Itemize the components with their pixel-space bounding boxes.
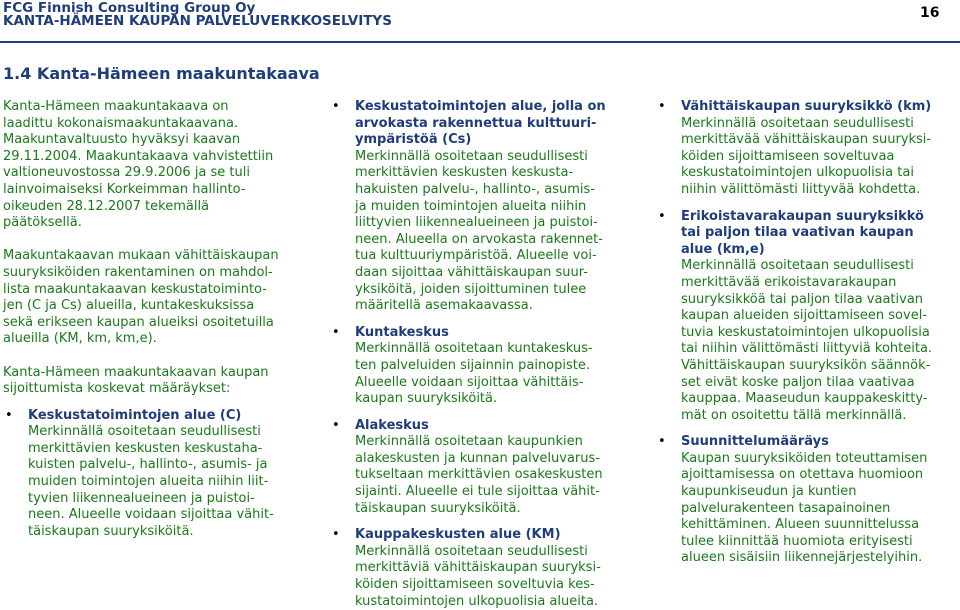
- bullet-icon: •: [332, 324, 340, 340]
- item-heading: Erikoistavarakaupan suuryksikkö tai paljon tilaa vaativan kaupan alue (km,e): [681, 208, 924, 257]
- regulation-paragraph: Maakuntakaavan mukaan vähittäiskaupan suuryksiköiden rakentaminen on mahdol- lista maakuntakaavan keskustatoiminto- jen (C ja Cs) alueilla, kuntakeskuksissa sekä erikseen kaupan alueiksi osoitetuilla alueilla (KM, km, km,e).: [3, 248, 279, 347]
- item-heading: Suunnittelumääräys: [681, 434, 829, 450]
- list-item: [330, 527, 630, 610]
- section-title: 1.4 Kanta-Hämeen maakuntakaava: [3, 64, 320, 83]
- list-item: [656, 434, 956, 567]
- item-description: Merkinnällä osoitetaan seudullisesti merkittävien keskusten keskustaha- kuisten palvelu-, hallinto-, asumis- ja muiden toimintojen alueita niihin liit- tyvien liikennealueineen ja puistoi- neen. Alueelle voidaan sijoittaa vähit- täiskaupan suuryksiköitä.: [28, 424, 274, 539]
- item-description: Merkinnällä osoitetaan seudullisesti merkittävää erikoistavarakaupan suuryksikköä tai paljon tilaa vaativan kaupan alueiden sijoittamiseen sovel- tuvia keskustatoimintojen ulkopuolisia tai niihin välittömästi liittyviä kohteita. Vähittäiskaupan suuryksikön säännök- set eivät koske paljon tilaa vaativaa kauppaa. Maaseudun kauppakeskitty- mät on osoitettu tällä merkinnällä.: [681, 258, 933, 423]
- header-divider: [0, 41, 960, 43]
- item-description: Merkinnällä osoitetaan seudullisesti merkittävien keskusten keskusta- hakuisten palvelu-, hallinto-, asumis- ja muiden toimintojen alueita niihin liittyvien liikennealueineen ja puistoi- neen. Alueella on arvokasta rakennet- tua kulttuuriympäristöä. Alueelle voi- daan sijoittaa vähittäiskaupan suur- yksiköitä, joiden sijoittuminen tulee määritellä asemakaavassa.: [355, 148, 603, 314]
- list-item: [3, 408, 313, 541]
- list-item: [330, 418, 630, 518]
- item-description: Merkinnällä osoitetaan seudullisesti merkittäviä vähittäiskaupan suuryksi- köiden sijoittamiseen soveltuvia kes- kustatoimintojen ulkopuolisia alueita.: [355, 543, 601, 609]
- report-title: KANTA-HÄMEEN KAUPAN PALVELUVERKKOSELVITYS: [3, 13, 392, 29]
- bullet-icon: •: [332, 527, 340, 543]
- bullet-icon: •: [658, 434, 666, 450]
- middle-column: [330, 99, 630, 610]
- company-name: FCG Finnish Consulting Group Oy: [3, 0, 256, 16]
- bullet-icon: •: [5, 407, 13, 423]
- item-description: Merkinnällä osoitetaan kuntakeskus- ten palveluiden sijainnin painopiste. Alueelle voidaan sijoittaa vähittäis- kaupan suuryksiköitä.: [355, 341, 593, 407]
- item-description: Merkinnällä osoitetaan seudullisesti merkittävää vähittäiskaupan suuryksi- köiden sijoittamiseen soveltuvaa keskustatoimintojen ulkopuolisia tai niihin välittömästi liittyvää kohdetta.: [681, 115, 932, 197]
- item-heading: Kuntakeskus: [355, 324, 449, 340]
- list-item: [330, 99, 630, 315]
- bullet-icon: •: [658, 99, 666, 114]
- item-description: Kaupan suuryksiköiden toteuttamisen ajoittamisessa on otettava huomioon kaupunkiseudun ja kuntien palvelurakenteen tasapainoinen kehittäminen. Alueen suunnittelussa tulee kiinnittää huomiota erityisesti alueen sisäisiin liikennejärjestelyihin.: [681, 450, 928, 566]
- list-item: [656, 209, 956, 425]
- list-item: [656, 99, 956, 199]
- item-heading: Vähittäiskaupan suuryksikkö (km): [681, 99, 932, 114]
- right-column: [656, 99, 956, 567]
- item-heading: Alakeskus: [355, 417, 429, 433]
- regulations-intro: Kanta-Hämeen maakuntakaavan kaupan sijoittumista koskevat määräykset:: [3, 364, 269, 397]
- left-column: [3, 99, 313, 540]
- intro-paragraph: Kanta-Hämeen maakuntakaava on laadittu kokonaismaakuntakaavana. Maakuntavaltuusto hyväksyi kaavan 29.11.2004. Maakuntakaava vahvistettiin valtioneuvostossa 29.9.2006 ja se tuli lainvoimaiseksi Korkeimman hallinto- oikeuden 28.12.2007 tekemällä päätöksellä.: [3, 99, 274, 231]
- page-number: 16: [920, 5, 940, 21]
- bullet-icon: •: [658, 208, 666, 224]
- item-heading: Keskustatoimintojen alue, jolla on arvokasta rakennettua kulttuuri- ympäristöä (Cs): [355, 99, 606, 148]
- item-heading: Keskustatoimintojen alue (C): [28, 407, 242, 423]
- bullet-icon: •: [332, 99, 340, 114]
- bullet-icon: •: [332, 417, 340, 433]
- item-heading: Kauppakeskusten alue (KM): [355, 527, 561, 543]
- list-item: [330, 325, 630, 408]
- item-description: Merkinnällä osoitetaan kaupunkien alakeskusten ja kunnan palveluvarus- tukseltaan merkittävien osakeskusten sijainti. Alueelle ei tule sijoittaa vähit- täiskaupan suuryksiköitä.: [355, 434, 603, 516]
